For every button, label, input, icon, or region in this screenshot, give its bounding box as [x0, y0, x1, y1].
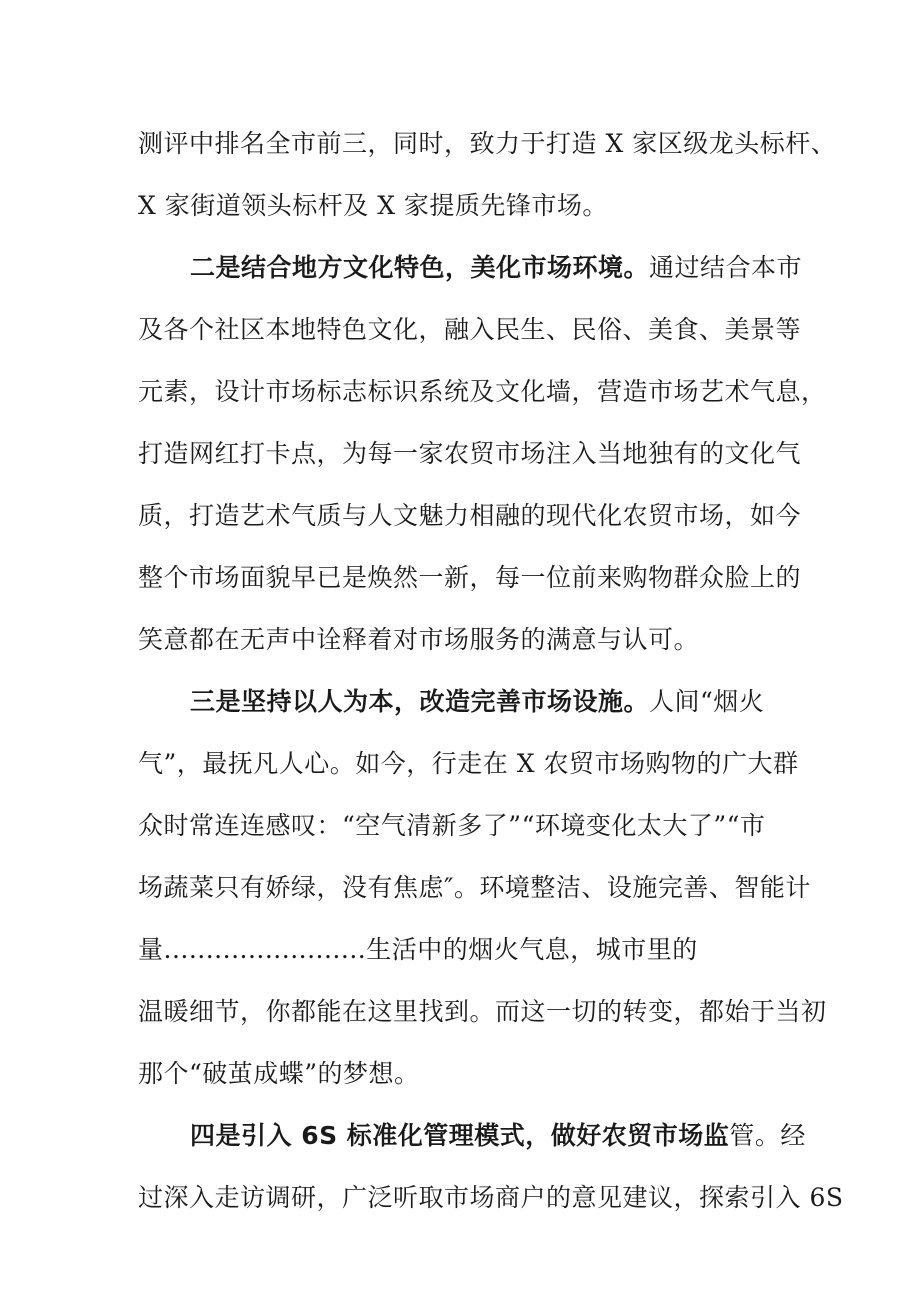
text-line: X 家街道领头标杆及 X 家提质先锋市场。	[138, 191, 608, 220]
paragraph-four	[190, 1116, 806, 1156]
text-line: 气”，最抚凡人心。如今，行走在 X 农贸市场购物的广大群	[138, 749, 799, 778]
text-run: 通过结合本市	[649, 253, 803, 282]
text-run: 管。经	[729, 1121, 806, 1150]
text-line: 质，打造艺术气质与人文魅力相融的现代化农贸市场，如今	[138, 501, 802, 530]
paragraph-three	[190, 682, 798, 722]
text-line: 测评中排名全市前三，同时，致力于打造 X 家区级龙头标杆、	[138, 129, 837, 158]
text-line: 温暖细节，你都能在这里找到。而这一切的转变，都始于当初	[138, 997, 827, 1026]
text-run: 人间“烟火	[649, 687, 765, 716]
text-line: 整个市场面貌早已是焕然一新，每一位前来购物群众脸上的	[138, 563, 802, 592]
paragraph-heading: 四是引入 6S 标准化管理模式，做好农贸市场监	[190, 1121, 730, 1150]
text-line: 及各个社区本地特色文化，融入民生、民俗、美食、美景等	[138, 315, 802, 344]
text-line: 众时常连连感叹：“空气清新多了”“环境变化太大了”“市	[138, 811, 766, 840]
text-line: 场蔬菜只有娇绿，没有焦虑″。环境整洁、设施完善、智能计	[138, 873, 811, 902]
paragraph-heading: 三是坚持以人为本，改造完善市场设施。	[190, 687, 650, 716]
text-line: 量........................生活中的烟火气息，城市里的	[138, 935, 698, 964]
text-line: 打造网红打卡点，为每一家农贸市场注入当地独有的文化气	[138, 439, 802, 468]
text-line: 那个“破茧成蝶”的梦想。	[138, 1059, 420, 1088]
text-line: 笑意都在无声中诠释着对市场服务的满意与认可。	[138, 625, 700, 654]
text-line: 过深入走访调研，广泛听取市场商户的意见建议，探索引入 6S	[138, 1183, 844, 1212]
paragraph-two	[190, 248, 803, 288]
paragraph-heading: 二是结合地方文化特色，美化市场环境。	[190, 253, 650, 282]
text-line: 元素，设计市场标志标识系统及文化墙，营造市场艺术气息，	[138, 377, 827, 406]
